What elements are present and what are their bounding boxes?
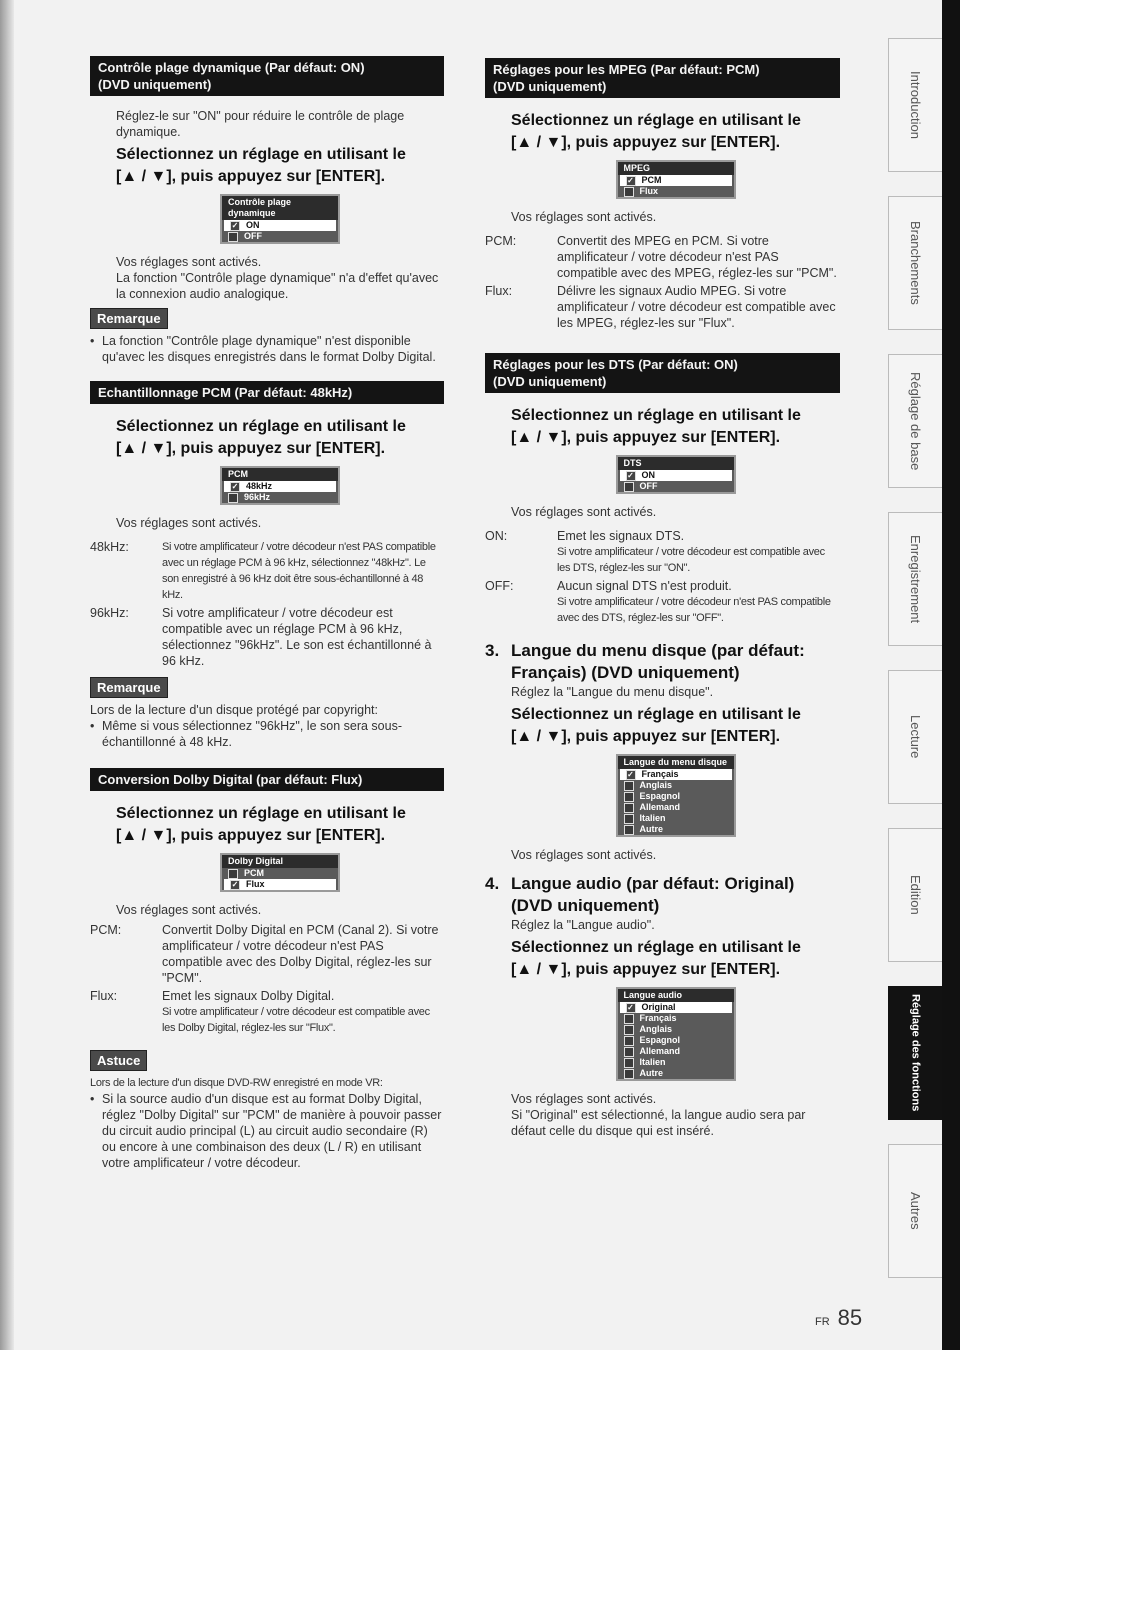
definition-row	[485, 233, 840, 281]
checkbox-icon	[624, 1069, 634, 1079]
checkbox-icon	[624, 1025, 634, 1035]
definition-term: 96kHz:	[90, 606, 129, 620]
step-number: 3.	[485, 641, 500, 660]
tab-label: Lecture	[908, 715, 923, 759]
language-code: FR	[815, 1316, 830, 1328]
tab-branchements	[888, 196, 942, 330]
check-icon: ✓	[231, 220, 239, 230]
definition-desc: Convertit Dolby Digital en PCM (Canal 2). Si votre amplificateur / votre décodeur n'est PAS compatible avec des Dolby Digital, réglez-les sur "PCM".	[162, 923, 439, 985]
menu-item	[618, 1046, 734, 1057]
instruction-line: [▲ / ▼], puis appuyez sur [ENTER].	[116, 440, 386, 457]
menu-item	[618, 186, 734, 197]
step-3-title	[485, 640, 840, 684]
definition-line: Si votre amplificateur / votre décodeur n'est PAS compatible avec des DTS, réglez-les sur "OFF".	[557, 596, 831, 624]
menu-item-label: Anglais	[639, 1024, 673, 1034]
section-header-dolby-digital: Conversion Dolby Digital (par défaut: Flux)	[90, 768, 444, 791]
definition-line: Si votre amplificateur / votre décodeur est compatible avec les DTS, réglez-les sur "ON".	[557, 546, 825, 574]
menu-item-label: Italien	[639, 1057, 666, 1067]
menu-title: Contrôle plage dynamique	[222, 196, 338, 220]
intro-text: Réglez la "Langue audio".	[511, 918, 655, 932]
instruction	[511, 405, 840, 449]
definition-desc: Si votre amplificateur / votre décodeur est compatible avec un réglage PCM à 96 kHz, sélectionnez "96kHz". Le son est échantillonné à 96 kHz.	[162, 606, 432, 668]
note-text: La fonction "Contrôle plage dynamique" n'a d'effet qu'avec la connexion audio analogique.	[116, 271, 439, 301]
menu-item	[618, 1024, 734, 1035]
menu-item-selected	[224, 220, 336, 231]
remark-intro: Lors de la lecture d'un disque protégé par copyright:	[90, 703, 378, 717]
menu-item-selected	[620, 470, 732, 481]
menu-item-label: Allemand	[639, 802, 681, 812]
menu-item-label: PCM	[244, 868, 264, 878]
menu-title: Dolby Digital	[222, 855, 338, 868]
menu-screenshot-dts	[616, 455, 736, 494]
instruction-line: [▲ / ▼], puis appuyez sur [ENTER].	[511, 728, 781, 745]
definition-line: Emet les signaux Dolby Digital.	[162, 989, 335, 1003]
definition-row	[485, 283, 840, 331]
menu-item	[618, 780, 734, 791]
menu-item-label: ON	[246, 220, 260, 230]
tab-label: Autres	[908, 1192, 923, 1230]
instruction-line: [▲ / ▼], puis appuyez sur [ENTER].	[511, 961, 781, 978]
menu-item-label: Espagnol	[639, 1035, 681, 1045]
page-number	[815, 1305, 862, 1331]
check-icon: ✓	[627, 769, 634, 779]
menu-item	[618, 791, 734, 802]
tab-edition	[888, 828, 942, 962]
step-title-line: Français) (DVD uniquement)	[511, 663, 740, 682]
menu-item-label: OFF	[639, 481, 658, 491]
tab-label: Enregistrement	[908, 534, 923, 624]
instruction-line: Sélectionnez un réglage en utilisant le	[511, 939, 801, 956]
instruction-line: [▲ / ▼], puis appuyez sur [ENTER].	[511, 429, 781, 446]
note-text: Si "Original" est sélectionné, la langue audio sera par défaut celle du disque qui est inséré.	[511, 1108, 806, 1138]
checkbox-icon	[624, 781, 634, 791]
tab-reglage-de-base	[888, 354, 942, 488]
page-binding-shadow	[0, 0, 14, 1350]
tip-bullet	[90, 1091, 444, 1171]
result-text: Vos réglages sont activés.	[116, 516, 262, 530]
instruction	[116, 144, 444, 188]
menu-item-selected	[620, 769, 732, 780]
menu-screenshot-audio-language	[616, 987, 736, 1081]
menu-item	[222, 492, 338, 503]
menu-item	[618, 813, 734, 824]
section-header-dynamic-range	[90, 56, 444, 96]
definition-term: OFF:	[485, 579, 514, 593]
check-icon: ✓	[627, 175, 634, 185]
definition-row	[90, 922, 444, 986]
checkbox-icon	[228, 869, 238, 879]
intro-text: Réglez la "Langue du menu disque".	[511, 685, 714, 699]
menu-item-label: Flux	[246, 879, 265, 889]
menu-title: Langue audio	[618, 989, 734, 1002]
menu-screenshot-pcm	[220, 466, 340, 505]
header-line: (DVD uniquement)	[98, 77, 212, 92]
check-icon: ✓	[627, 1002, 634, 1012]
definition-desc: Si votre amplificateur / votre décodeur n'est PAS compatible avec un réglage PCM à 96 kHz, sélectionnez "48kHz". Le son enregistré à 96 kHz doit être sous-échantillonné à 48 kHz.	[162, 541, 436, 601]
definition-term: PCM:	[90, 923, 122, 937]
instruction	[116, 416, 444, 460]
instruction	[511, 110, 840, 154]
remark-text: Même si vous sélectionnez "96kHz", le son sera sous-échantillonné à 48 kHz.	[102, 719, 402, 749]
definition-desc	[162, 988, 444, 1036]
menu-item-selected	[224, 879, 336, 890]
remark-bullet	[90, 718, 444, 750]
step-number: 4.	[485, 874, 500, 893]
instruction-line: Sélectionnez un réglage en utilisant le	[511, 407, 801, 424]
menu-item	[618, 802, 734, 813]
left-column	[90, 56, 444, 1171]
tab-introduction	[888, 38, 942, 172]
section-header-pcm-sampling: Echantillonnage PCM (Par défaut: 48kHz)	[90, 381, 444, 404]
step-4-title	[485, 873, 840, 917]
header-line: Réglages pour les MPEG (Par défaut: PCM)	[493, 62, 760, 77]
tab-lecture	[888, 670, 942, 804]
instruction-line: Sélectionnez un réglage en utilisant le	[116, 805, 406, 822]
menu-title: MPEG	[618, 162, 734, 175]
menu-item	[222, 231, 338, 242]
menu-item-label: Flux	[639, 186, 659, 196]
instruction-line: [▲ / ▼], puis appuyez sur [ENTER].	[116, 827, 386, 844]
definition-line: Aucun signal DTS n'est produit.	[557, 579, 732, 593]
chapter-tabs	[888, 38, 942, 1302]
instruction-line: [▲ / ▼], puis appuyez sur [ENTER].	[116, 168, 386, 185]
header-line: Contrôle plage dynamique (Par défaut: ON)	[98, 60, 365, 75]
definition-row	[485, 528, 840, 576]
tip-intro: Lors de la lecture d'un disque DVD-RW enregistré en mode VR:	[90, 1077, 383, 1089]
result-text: Vos réglages sont activés.	[511, 1092, 657, 1106]
check-icon: ✓	[627, 470, 634, 480]
instruction-line: Sélectionnez un réglage en utilisant le	[511, 112, 801, 129]
menu-item-label: Original	[641, 1002, 676, 1012]
result-text: Vos réglages sont activés.	[116, 255, 262, 269]
page-number-value: 85	[837, 1305, 863, 1330]
menu-title: Langue du menu disque	[618, 756, 734, 769]
tab-label: Réglage des fonctions	[909, 994, 922, 1112]
checkbox-icon	[228, 493, 238, 503]
step-title-line: Langue audio (par défaut: Original)	[511, 874, 795, 893]
menu-item-label: Français	[641, 769, 679, 779]
definition-line: Si votre amplificateur / votre décodeur est compatible avec les Dolby Digital, réglez-les sur "Flux".	[162, 1006, 430, 1034]
remark-text: La fonction "Contrôle plage dynamique" n'est disponible qu'avec les disques enregistrés dans le format Dolby Digital.	[102, 334, 436, 364]
menu-item	[618, 824, 734, 835]
tip-badge: Astuce	[90, 1050, 147, 1071]
menu-item	[222, 868, 338, 879]
definition-term: Flux:	[90, 989, 118, 1003]
definition-row	[90, 539, 444, 603]
checkbox-icon	[624, 482, 634, 492]
check-icon: ✓	[231, 481, 239, 491]
tip-text: Si la source audio d'un disque est au format Dolby Digital, réglez "Dolby Digital" sur "PCM" de manière à pouvoir passer du circuit audio principal (L) au circuit audio secondaire (R) ou encore à une combinaison des deux (L / R) en utilisant votre amplificateur / votre décodeur.	[102, 1092, 442, 1170]
menu-screenshot-menu-language	[616, 754, 736, 837]
header-line: Réglages pour les DTS (Par défaut: ON)	[493, 357, 738, 372]
definition-row	[90, 605, 444, 669]
result-text: Vos réglages sont activés.	[511, 505, 657, 519]
menu-item-label: ON	[641, 470, 655, 480]
intro-text: Réglez-le sur "ON" pour réduire le contrôle de plage dynamique.	[116, 109, 405, 139]
definition-term: PCM:	[485, 234, 517, 248]
tab-enregistrement	[888, 512, 942, 646]
checkbox-icon	[624, 792, 634, 802]
step-title	[511, 873, 794, 917]
remark-badge: Remarque	[90, 308, 168, 329]
checkbox-icon	[624, 1058, 634, 1068]
instruction-line: Sélectionnez un réglage en utilisant le	[511, 706, 801, 723]
menu-item	[618, 1068, 734, 1079]
menu-screenshot-mpeg	[616, 160, 736, 199]
bullet-icon: •	[90, 334, 95, 348]
tab-label: Introduction	[908, 71, 923, 139]
instruction-line: [▲ / ▼], puis appuyez sur [ENTER].	[511, 134, 781, 151]
menu-item-label: Français	[639, 1013, 677, 1023]
tab-autres	[888, 1144, 942, 1278]
menu-item-selected	[620, 1002, 732, 1013]
menu-item-label: Autre	[639, 824, 664, 834]
checkbox-icon	[624, 1014, 634, 1024]
menu-item-label: Anglais	[639, 780, 673, 790]
menu-item-label: Espagnol	[639, 791, 681, 801]
section-header-dts	[485, 353, 840, 393]
tab-label: Branchements	[908, 221, 923, 305]
menu-item	[618, 1035, 734, 1046]
menu-item-label: 96kHz	[244, 492, 271, 502]
bullet-icon: •	[90, 719, 95, 733]
definition-row	[90, 988, 444, 1036]
remark-bullet	[90, 333, 444, 365]
definition-term: 48kHz:	[90, 540, 129, 554]
menu-item-label: OFF	[244, 231, 262, 241]
checkbox-icon	[624, 1047, 634, 1057]
menu-title: DTS	[618, 457, 734, 470]
definition-desc: Délivre les signaux Audio MPEG. Si votre amplificateur / votre décodeur est compatible avec les MPEG, réglez-les sur "Flux".	[557, 284, 836, 330]
instruction-line: Sélectionnez un réglage en utilisant le	[116, 418, 406, 435]
checkbox-icon	[228, 232, 238, 242]
instruction-line: Sélectionnez un réglage en utilisant le	[116, 146, 406, 163]
menu-item	[618, 1013, 734, 1024]
check-icon: ✓	[231, 879, 239, 889]
menu-screenshot-dynamic-range	[220, 194, 340, 244]
section-header-mpeg	[485, 58, 840, 98]
checkbox-icon	[624, 814, 634, 824]
step-title-line: Langue du menu disque (par défaut:	[511, 641, 805, 660]
definition-term: Flux:	[485, 284, 513, 298]
result-text: Vos réglages sont activés.	[116, 903, 262, 917]
checkbox-icon	[624, 803, 634, 813]
step-title	[511, 640, 805, 684]
menu-title: PCM	[222, 468, 338, 481]
right-column	[485, 58, 840, 1139]
definition-row	[485, 578, 840, 626]
definition-term: ON:	[485, 529, 508, 543]
remark-badge: Remarque	[90, 677, 168, 698]
definition-desc: Convertit des MPEG en PCM. Si votre amplificateur / votre décodeur n'est PAS compatible avec des MPEG, réglez-les sur "PCM".	[557, 234, 837, 280]
menu-screenshot-dolby	[220, 853, 340, 892]
result-text: Vos réglages sont activés.	[511, 848, 657, 862]
checkbox-icon	[624, 187, 634, 197]
step-title-line: (DVD uniquement)	[511, 896, 660, 915]
menu-item-label: 48kHz	[246, 481, 273, 491]
menu-item-label: PCM	[641, 175, 662, 185]
menu-item	[618, 481, 734, 492]
bullet-icon: •	[90, 1092, 95, 1106]
menu-item	[618, 1057, 734, 1068]
instruction	[116, 803, 444, 847]
menu-item-selected	[620, 175, 732, 186]
definition-desc	[557, 528, 840, 576]
instruction	[511, 937, 840, 981]
menu-item-label: Allemand	[639, 1046, 681, 1056]
header-line: (DVD uniquement)	[493, 79, 607, 94]
header-line: (DVD uniquement)	[493, 374, 607, 389]
definition-line: Emet les signaux DTS.	[557, 529, 685, 543]
checkbox-icon	[624, 1036, 634, 1046]
tab-label: Edition	[908, 875, 923, 915]
tab-label: Réglage de base	[908, 371, 923, 471]
result-text: Vos réglages sont activés.	[511, 210, 657, 224]
menu-item-label: Autre	[639, 1068, 664, 1078]
checkbox-icon	[624, 825, 634, 835]
tab-reglage-des-fonctions	[888, 986, 942, 1120]
menu-item-label: Italien	[639, 813, 666, 823]
definition-desc	[557, 578, 840, 626]
menu-item-selected	[224, 481, 336, 492]
instruction	[511, 704, 840, 748]
